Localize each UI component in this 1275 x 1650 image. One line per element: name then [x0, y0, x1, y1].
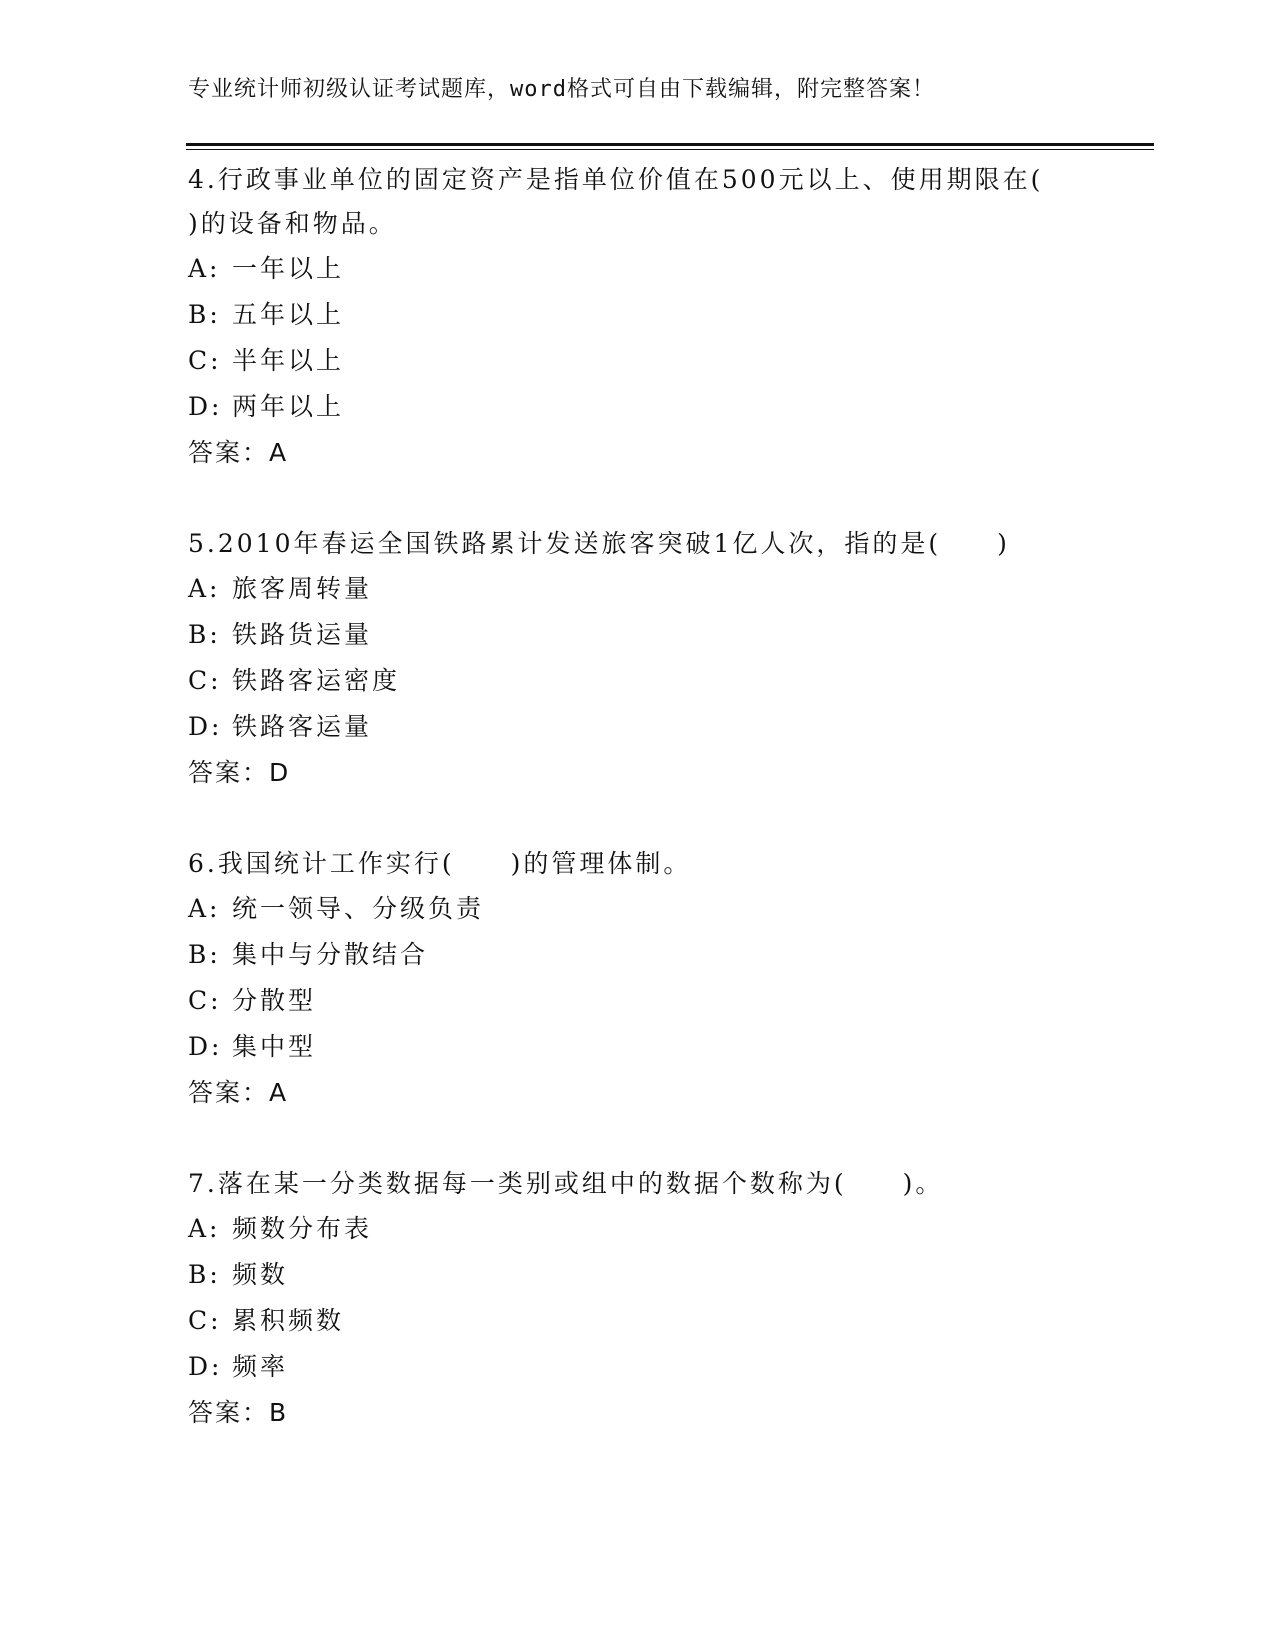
option-a [188, 246, 1148, 292]
option-letter: C: [188, 346, 222, 375]
option-text: 两年以上 [232, 392, 345, 421]
option-letter: D: [188, 392, 223, 421]
option-b [188, 932, 1148, 978]
answer-line: 答案：B [188, 1398, 289, 1427]
option-text: 累积频数 [232, 1306, 345, 1335]
option-text: 频率 [232, 1352, 289, 1381]
page-header: 专业统计师初级认证考试题库，word格式可自由下载编辑，附完整答案！ [188, 77, 935, 102]
option-text: 分散型 [232, 986, 317, 1015]
option-b [188, 612, 1148, 658]
option-text: 铁路客运量 [232, 712, 373, 741]
option-text: 半年以上 [232, 346, 345, 375]
option-d [188, 704, 1148, 750]
option-letter: A: [188, 1214, 221, 1243]
question-6 [188, 842, 1148, 1116]
question-7 [188, 1162, 1148, 1436]
option-text: 五年以上 [232, 300, 345, 329]
option-c [188, 658, 1148, 704]
answer-line: 答案：A [188, 1078, 289, 1107]
option-text: 集中型 [232, 1032, 317, 1061]
option-text: 旅客周转量 [232, 574, 373, 603]
option-letter: D: [188, 1352, 223, 1381]
option-a [188, 886, 1148, 932]
option-letter: B: [188, 620, 221, 649]
option-d [188, 1024, 1148, 1070]
option-a [188, 566, 1148, 612]
option-text: 集中与分散结合 [232, 940, 429, 969]
option-c [188, 338, 1148, 384]
header-rule-thin [186, 149, 1154, 150]
question-gap [188, 476, 1148, 522]
option-letter: B: [188, 300, 221, 329]
header-rule-thick [186, 143, 1154, 146]
answer-line: 答案：D [188, 758, 291, 787]
question-stem: 5.2010年春运全国铁路累计发送旅客突破1亿人次，指的是( ) [188, 529, 1010, 558]
option-letter: C: [188, 1306, 222, 1335]
question-stem: 4.行政事业单位的固定资产是指单位价值在500元以上、使用期限在( )的设备和物品。 [188, 165, 1044, 238]
question-gap [188, 796, 1148, 842]
option-text: 铁路客运密度 [232, 666, 401, 695]
option-letter: D: [188, 712, 223, 741]
option-letter: A: [188, 894, 221, 923]
question-gap [188, 1116, 1148, 1162]
option-letter: A: [188, 254, 221, 283]
option-b [188, 1252, 1148, 1298]
option-letter: C: [188, 986, 222, 1015]
question-stem: 7.落在某一分类数据每一类别或组中的数据个数称为( )。 [188, 1169, 944, 1198]
option-letter: B: [188, 1260, 221, 1289]
option-text: 频数 [232, 1260, 289, 1289]
option-b [188, 292, 1148, 338]
question-list [188, 158, 1148, 1436]
question-5 [188, 522, 1148, 796]
option-letter: B: [188, 940, 221, 969]
option-text: 频数分布表 [232, 1214, 373, 1243]
option-letter: C: [188, 666, 222, 695]
option-c [188, 1298, 1148, 1344]
question-stem: 6.我国统计工作实行( )的管理体制。 [188, 849, 692, 878]
option-a [188, 1206, 1148, 1252]
option-d [188, 1344, 1148, 1390]
option-letter: D: [188, 1032, 223, 1061]
option-letter: A: [188, 574, 221, 603]
answer-line: 答案：A [188, 438, 289, 467]
option-text: 一年以上 [232, 254, 345, 283]
option-d [188, 384, 1148, 430]
option-text: 统一领导、分级负责 [232, 894, 485, 923]
question-4 [188, 158, 1148, 476]
option-c [188, 978, 1148, 1024]
option-text: 铁路货运量 [232, 620, 373, 649]
